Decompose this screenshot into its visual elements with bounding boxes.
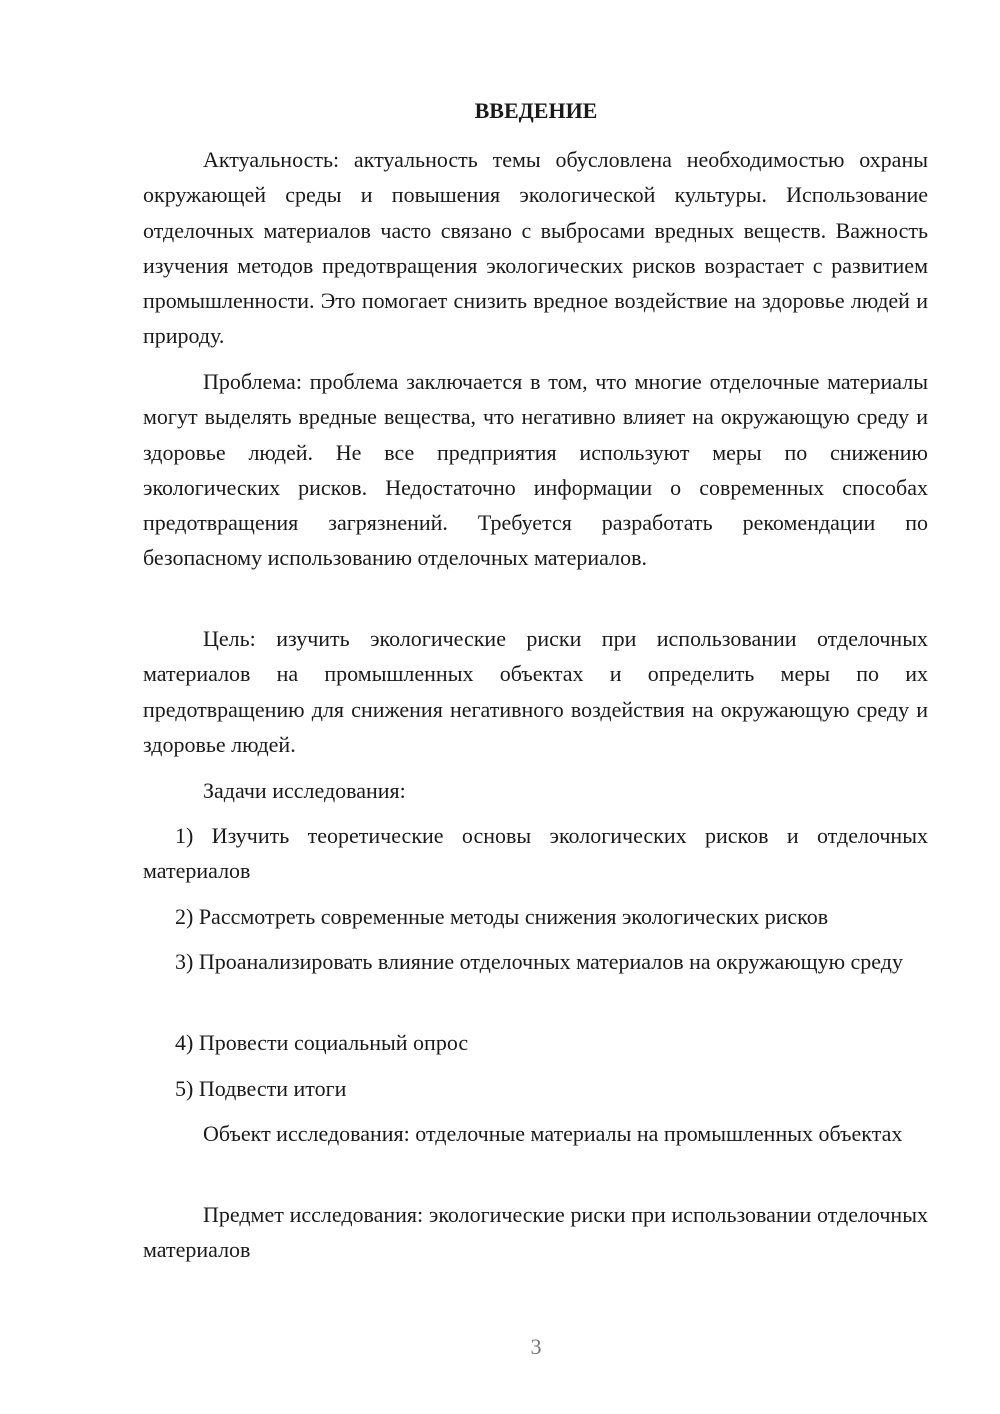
task-item-5-block [143, 1071, 928, 1106]
tasks-heading-block [143, 773, 928, 808]
task-item: 5) Подвести итоги [175, 1076, 347, 1101]
paragraph-object: Объект исследования: отделочные материалы на промышленных объектах [203, 1121, 903, 1146]
paragraph-subject-block [143, 1197, 928, 1268]
task-item-3-block [143, 944, 928, 979]
paragraph-subject: Предмет исследования: экологические риски при использовании отделочных материалов [143, 1202, 928, 1263]
task-item: 1) Изучить теоретические основы экологических рисков и отделочных материалов [143, 823, 928, 884]
paragraph-problem-block [143, 364, 928, 576]
page-number: 3 [530, 1334, 542, 1359]
task-item: 4) Провести социальный опрос [175, 1030, 469, 1055]
paragraph-relevance-block [143, 142, 928, 354]
task-item: 2) Рассмотреть современные методы снижения экологических рисков [175, 904, 829, 929]
paragraph-goal: Цель: изучить экологические риски при использовании отделочных материалов на промышленных объектах и определить меры по их предотвращению для снижения негативного воздействия на окружающую среду и здоровье людей. [143, 626, 928, 757]
paragraph-object-block [143, 1116, 928, 1151]
paragraph-goal-block [143, 621, 928, 762]
paragraph-relevance: Актуальность: актуальность темы обусловлена необходимостью охраны окружающей среды и повышения экологической культуры. Использование отделочных материалов часто связано с выбросами вредных веществ. Важность изучения методов предотвращения экологических рисков возрастает с развитием промышленности. Это помогает снизить вредное воздействие на здоровье людей и природу. [143, 147, 928, 349]
task-item-1-block [143, 818, 928, 889]
task-item-4-block [143, 1025, 928, 1060]
task-item: 3) Проанализировать влияние отделочных материалов на окружающую среду [175, 949, 903, 974]
section-title: ВВЕДЕНИЕ [474, 98, 598, 123]
tasks-heading: Задачи исследования: [203, 778, 406, 803]
paragraph-problem: Проблема: проблема заключается в том, что многие отделочные материалы могут выделять вредные вещества, что негативно влияет на окружающую среду и здоровье людей. Не все предприятия используют меры по снижению экологических рисков. Недостаточно информации о современных способах предотвращения загрязнений. Требуется разработать рекомендации по безопасному использованию отделочных материалов. [143, 369, 928, 571]
task-item-2-block [143, 899, 928, 934]
